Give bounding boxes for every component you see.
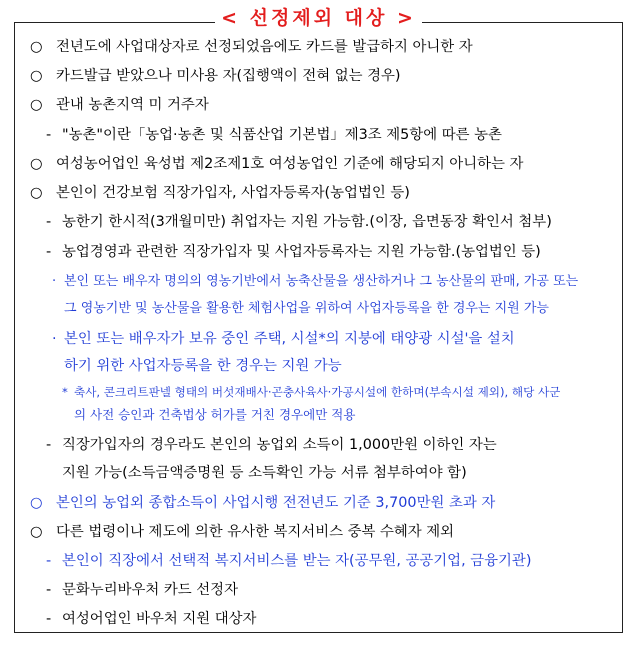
list-item [46,579,238,601]
item-text: 지원 가능(소득금액증명원 등 소득확인 가능 서류 첨부하여야 함) [62,465,467,481]
list-item [52,272,578,292]
dash-marker: - [46,611,52,627]
asterisk-marker: * [62,385,68,399]
bullet-marker: ○ [30,68,43,84]
bullet-marker: ○ [30,156,43,172]
list-item [64,299,549,319]
item-text: "농촌"이란「농업·농촌 및 식품산업 기본법」제3조 제5항에 따른 농촌 [62,127,502,143]
list-item [30,153,523,175]
dash-marker: - [46,244,52,260]
item-text: 본인의 농업외 종합소득이 사업시행 전전년도 기준 3,700만원 초과 자 [56,495,496,511]
list-item [30,492,495,514]
bullet-marker: ○ [30,495,43,511]
page-title: < 선정제외 대상 > [215,6,422,30]
list-item [46,608,256,630]
item-text: 여성농어업인 육성법 제2조제1호 여성농업인 기준에 해당되지 아니하는 자 [56,156,524,172]
item-text: 본인이 건강보험 직장가입자, 사업자등록자(농업법인 등) [56,185,410,201]
bullet-marker: ○ [30,524,43,540]
list-item [46,211,552,233]
dot-marker: · [52,331,57,347]
item-text: 문화누리바우처 카드 선정자 [62,582,238,598]
item-text: 여성어업인 바우처 지원 대상자 [62,611,257,627]
item-text: 농업경영과 관련한 직장가입자 및 사업자등록자는 지원 가능함.(농업법인 등) [62,244,541,260]
list-item [62,462,467,484]
dash-marker: - [46,214,52,230]
list-item [30,182,410,204]
list-item [30,65,401,87]
bullet-marker: ○ [30,97,43,113]
list-item [52,328,515,350]
list-item [46,124,502,146]
dash-marker: - [46,437,52,453]
item-text: 본인 또는 배우자 명의의 영농기반에서 농축산물을 생산하거나 그 농산물의 판매, 가공 또는 [64,274,579,289]
dash-marker: - [46,127,52,143]
list-item [30,521,454,543]
dash-marker: - [46,582,52,598]
list-item [62,383,560,401]
item-text: 하기 위한 사업자등록을 한 경우는 지원 가능 [64,358,342,374]
list-item [46,241,541,263]
item-text: 카드발급 받았으나 미사용 자(집행액이 전혀 없는 경우) [56,68,401,84]
list-item [30,94,209,116]
dash-marker: - [46,553,52,569]
list-item [64,355,342,377]
list-item [46,550,531,572]
title-banner [0,6,637,30]
item-text: 다른 법령이나 제도에 의한 유사한 복지서비스 중복 수혜자 제외 [56,524,455,540]
item-text: 관내 농촌지역 미 거주자 [56,97,209,113]
bullet-marker: ○ [30,185,43,201]
list-item [46,434,497,456]
bullet-marker: ○ [30,39,43,55]
item-text: 본인이 직장에서 선택적 복지서비스를 받는 자(공무원, 공공기업, 금융기관) [62,553,532,569]
item-text: 그 영농기반 및 농산물을 활용한 체험사업을 위하여 사업자등록을 한 경우는 지원 가능 [64,301,549,316]
item-text: 농한기 한시적(3개월미만) 취업자는 지원 가능함.(이장, 읍면동장 확인서 첨부) [62,214,552,230]
item-text: 본인 또는 배우자가 보유 중인 주택, 시설*의 지붕에 태양광 시설'을 설치 [64,331,515,347]
item-text: 축사, 콘크리트판넬 형태의 버섯재배사·곤충사육사·가공시설에 한하며(부속시설 제외), 해당 사군 [74,385,561,399]
item-text: 직장가입자의 경우라도 본인의 농업외 소득이 1,000만원 이하인 자는 [62,437,497,453]
dot-marker: · [52,274,57,289]
item-text: 의 사전 승인과 건축법상 허가를 거친 경우에만 적용 [74,407,356,422]
list-item [74,406,355,424]
item-text: 전년도에 사업대상자로 선정되었음에도 카드를 발급하지 아니한 자 [56,39,473,55]
list-item [30,36,473,58]
